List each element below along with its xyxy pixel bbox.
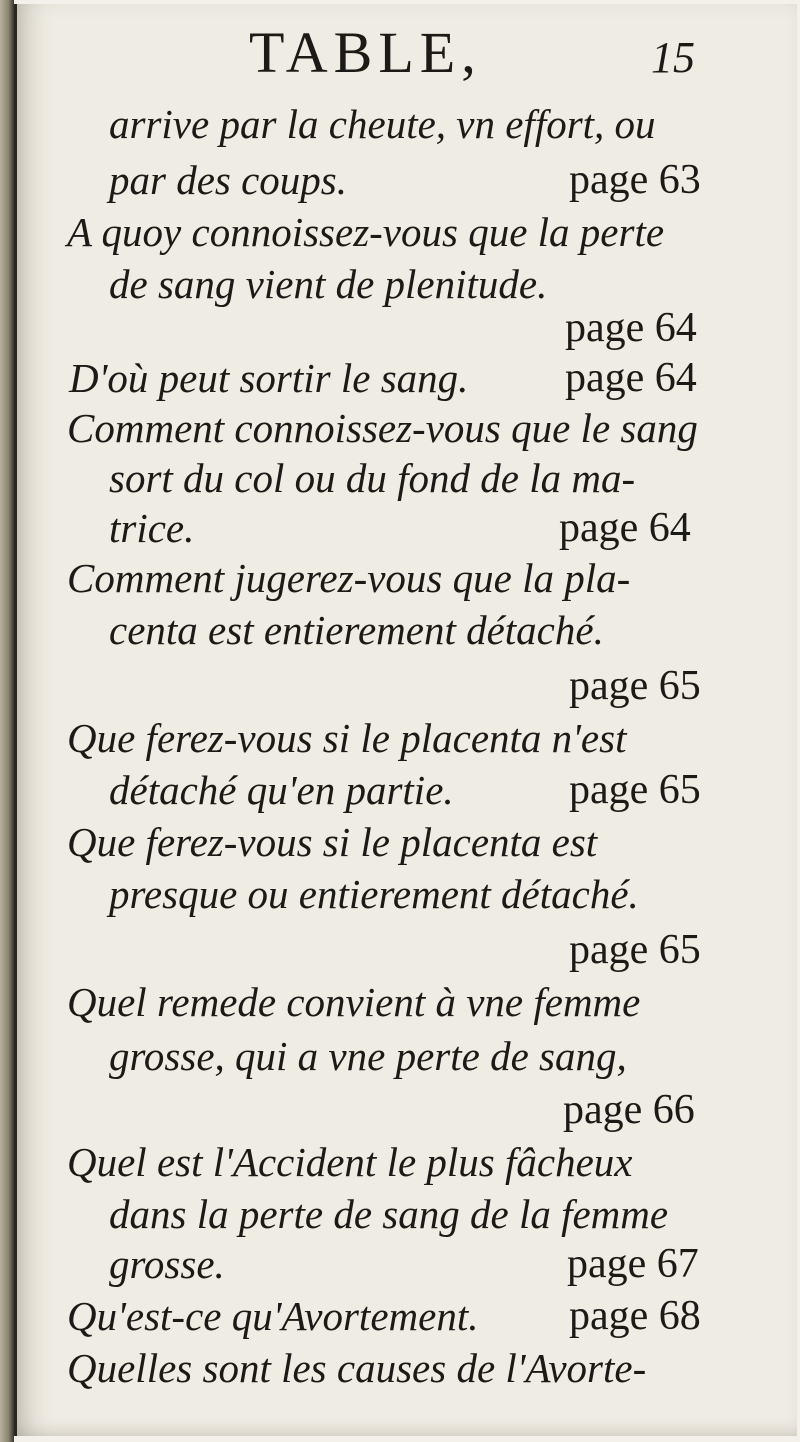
text-line: par des coups. — [109, 157, 348, 203]
text-line: arrive par la cheute, vn effort, ou — [109, 101, 656, 147]
text-line: grosse. — [109, 1241, 225, 1287]
text-line: de sang vient de plenitude. — [109, 261, 548, 307]
text-line: presque ou entierement détaché. — [109, 871, 639, 917]
text-line: trice. — [109, 505, 195, 551]
page-reference: page 65 — [569, 663, 701, 709]
text-line: Que ferez-vous si le placenta n'est — [67, 715, 627, 761]
text-line: détaché qu'en partie. — [109, 767, 454, 813]
text-line: D'où peut sortir le sang. — [69, 355, 469, 401]
page-reference: page 64 — [565, 305, 697, 351]
page-reference: page 63 — [569, 157, 701, 203]
page-reference: page 65 — [569, 767, 701, 813]
text-line: centa est entierement détaché. — [109, 607, 604, 653]
text-line: Quel remede convient à vne femme — [67, 979, 641, 1025]
page-reference: page 68 — [569, 1293, 701, 1339]
text-line: dans la perte de sang de la femme — [109, 1191, 669, 1237]
text-line: sort du col ou du fond de la ma- — [109, 455, 636, 501]
page-reference: page 64 — [565, 355, 697, 401]
text-line: Qu'est-ce qu'Avortement. — [67, 1293, 479, 1339]
running-title: TABLE, — [249, 20, 482, 85]
page-reference: page 67 — [567, 1241, 699, 1287]
book-spine-edge — [0, 0, 14, 1442]
text-line: Que ferez-vous si le placenta est — [67, 819, 598, 865]
text-line: Comment connoissez-vous que le sang — [67, 405, 698, 451]
page-reference: page 65 — [569, 927, 701, 973]
text-line: Quelles sont les causes de l'Avorte- — [67, 1345, 647, 1391]
page-reference: page 64 — [559, 505, 691, 551]
page-header — [17, 18, 797, 88]
text-line: A quoy connoissez-vous que la perte — [67, 209, 665, 255]
page-reference: page 66 — [563, 1087, 695, 1133]
text-line: Comment jugerez-vous que la pla- — [67, 555, 631, 601]
text-line: grosse, qui a vne perte de sang, — [109, 1033, 627, 1079]
page-number: 15 — [651, 33, 695, 82]
book-page — [14, 4, 797, 1436]
text-line: Quel est l'Accident le plus fâcheux — [67, 1139, 633, 1185]
